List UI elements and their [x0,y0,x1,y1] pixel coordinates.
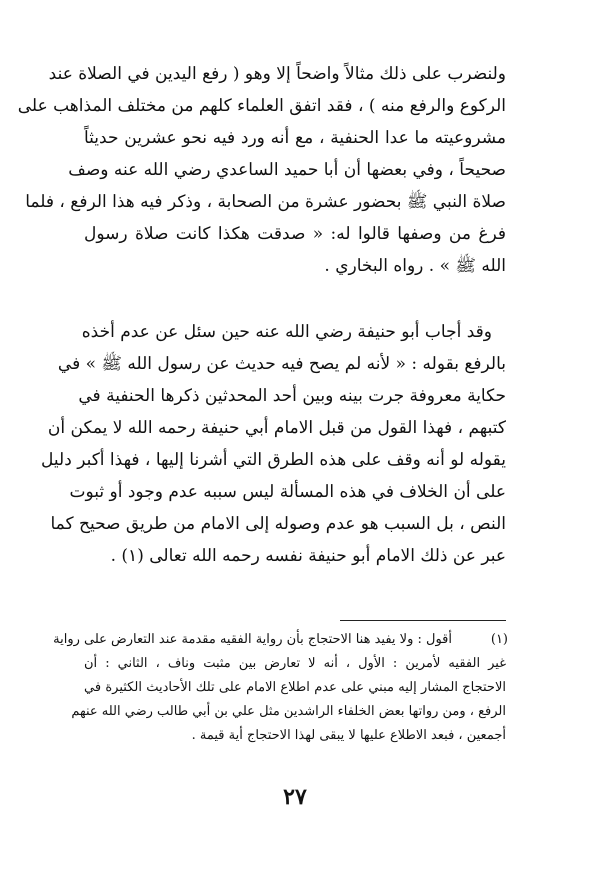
footnote-line: الرفع ، ومن رواتها بعض الخلفاء الراشدين مثل علي بن أبي طالب رضي الله عنهم [71,704,506,719]
text-line: عبر عن ذلك الامام أبو حنيفة نفسه رحمه الله تعالى (١) . [110,546,506,566]
text-line: ولنضرب على ذلك مثالاً واضحاً إلا وهو ( رفع اليدين في الصلاة عند [48,64,506,84]
paragraph-2 [41,316,506,572]
text-line: النص ، بل السبب هو عدم وصوله إلى الامام من طريق صحيح كما [50,514,506,534]
text-line: وقد أجاب أبو حنيفة رضي الله عنه حين سئل عن عدم أخذه [81,322,492,342]
text-line: على أن الخلاف في هذه المسألة ليس سببه عدم وجود أو ثبوت [69,482,506,502]
text-line: مشروعيته ما عدا الحنفية ، مع أنه ورد فيه نحو عشرين حديثاً [84,128,506,148]
text-line: الله ﷺ » . رواه البخاري . [324,256,506,276]
footnote-first-line-wrap [53,628,508,652]
footnote-divider [340,620,506,621]
text-line: يقوله لو أنه وقف على هذه الطرق التي أشرنا إليها ، فهذا أكبر دليل [41,450,506,470]
footnote-line: أجمعين ، فبعد الاطلاع عليها لا يبقى لهذا الاحتجاج أية قيمة . [191,728,506,743]
text-line: كتبهم ، فهذا القول من قبل الامام أبي حنيفة رحمه الله لا يمكن أن [47,418,506,438]
text-line: حكاية معروفة جرت بينه وبين أحد المحدثين ذكرها الحنفية في [78,386,506,406]
paragraph-1 [17,58,506,282]
footnote-line: الاحتجاج المشار إليه مبني على عدم اطلاع الامام على تلك الأحاديث الكثيرة في [84,680,506,695]
footnote [53,628,508,748]
text-line: فرغ من وصفها قالوا له: « صدقت هكذا كانت صلاة رسول [84,224,506,244]
text-line: الركوع والرفع منه ) ، فقد اتفق العلماء كلهم من مختلف المذاهب على [17,96,506,116]
text-line: بالرفع بقوله : « لأنه لم يصح فيه حديث عن رسول الله ﷺ » في [57,354,506,374]
page-number: ٢٧ [283,784,307,810]
footnote-line: غير الفقيه لأمرين : الأول ، أنه لا تعارض بين مثبت وناف ، الثاني : أن [84,656,506,671]
text-line: صلاة النبي ﷺ بحضور عشرة من الصحابة ، وذكر فيه هذا الرفع ، فلما [25,192,506,212]
footnote-line: أقول : ولا يفيد هنا الاحتجاج بأن رواية الفقيه مقدمة عند التعارض على رواية [53,632,452,647]
footnote-marker: (١) [490,632,508,647]
text-line: صحيحاً ، وفي بعضها أن أبا حميد الساعدي رضي الله عنه وصف [68,160,506,180]
